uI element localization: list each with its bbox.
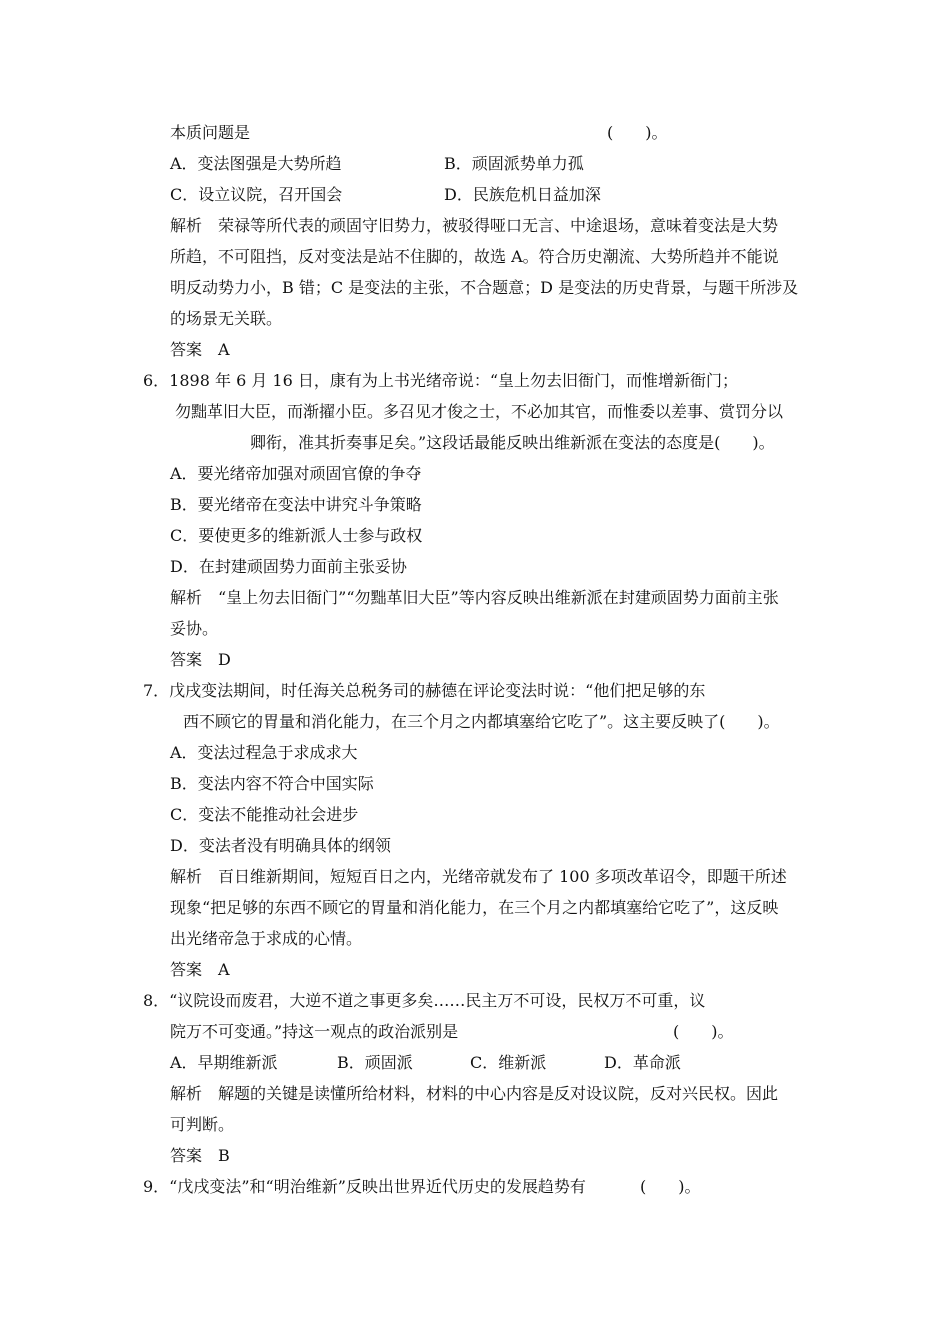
q5-option-d: D．民族危机日益加深	[444, 185, 601, 204]
q8-option-a: A．早期维新派	[170, 1053, 278, 1072]
q6-analysis-line: 解析 “皇上勿去旧衙门”“勿黜革旧大臣”等内容反映出维新派在封建顽固势力面前主张	[170, 588, 779, 607]
q5-analysis-line: 解析 荣禄等所代表的顽固守旧势力，被驳得哑口无言、中途退场，意味着变法是大势	[170, 216, 779, 235]
q7-analysis-line: 现象“把足够的东西不顾它的胃量和消化能力，在三个月之内都填塞给它吃了”，这反映	[170, 898, 779, 917]
q5-option-a: A．变法图强是大势所趋	[170, 154, 342, 173]
q7-option-d: D．变法者没有明确具体的纲领	[170, 836, 391, 855]
q8-answer: 答案 B	[170, 1146, 230, 1165]
q8-option-d: D．革命派	[604, 1053, 681, 1072]
q5-answer-paren: ( )。	[607, 123, 668, 142]
q5-analysis-line: 的场景无关联。	[170, 309, 283, 328]
q5-option-b: B．顽固派势单力孤	[444, 154, 584, 173]
q9-answer-paren: ( )。	[640, 1177, 701, 1196]
q8-stem-line: 院万不可变通。”持这一观点的政治派别是	[170, 1022, 459, 1041]
q5-answer: 答案 A	[170, 340, 230, 359]
q7-option-c: C．变法不能推动社会进步	[170, 805, 359, 824]
q7-stem-line: 7．戊戌变法期间，时任海关总税务司的赫德在评论变法时说：“他们把足够的东	[143, 681, 706, 700]
q6-stem-line: 勿黜革旧大臣，而渐擢小臣。多召见才俊之士，不必加其官，而惟委以差事、赏罚分以	[175, 402, 784, 421]
q8-answer-paren: ( )。	[673, 1022, 734, 1041]
q7-analysis-line: 出光绪帝急于求成的心情。	[170, 929, 363, 948]
q8-option-c: C．维新派	[470, 1053, 547, 1072]
q5-analysis-line: 所趋，不可阻挡，反对变法是站不住脚的，故选 A。符合历史潮流、大势所趋并不能说	[170, 247, 779, 266]
q5-analysis-line: 明反动势力小，B 错；C 是变法的主张，不合题意；D 是变法的历史背景，与题干所涉及	[170, 278, 799, 297]
q6-answer: 答案 D	[170, 650, 231, 669]
q5-stem-tail: 本质问题是	[170, 123, 251, 142]
q7-analysis-line: 解析 百日维新期间，短短百日之内，光绪帝就发布了 100 多项改革诏令，即题干所述	[170, 867, 787, 886]
q8-analysis-line: 可判断。	[170, 1115, 235, 1134]
q9-stem-line: 9．“戊戌变法”和“明治维新”反映出世界近代历史的发展趋势有	[143, 1177, 586, 1196]
q6-stem-line: 卿衔，准其折奏事足矣。”这段话最能反映出维新派在变法的态度是( )。	[250, 433, 775, 452]
q8-stem-line: 8．“议院设而废君，大逆不道之事更多矣……民主万不可设，民权万不可重，议	[143, 991, 706, 1010]
q7-stem-line: 西不顾它的胃量和消化能力，在三个月之内都填塞给它吃了”。这主要反映了( )。	[183, 712, 780, 731]
q7-option-b: B．变法内容不符合中国实际	[170, 774, 374, 793]
q8-analysis-line: 解析 解题的关键是读懂所给材料，材料的中心内容是反对设议院，反对兴民权。因此	[170, 1084, 779, 1103]
q6-stem-line: 6．1898 年 6 月 16 日，康有为上书光绪帝说：“皇上勿去旧衙门，而惟增新衙门；	[143, 371, 739, 390]
q6-analysis-line: 妥协。	[170, 619, 219, 638]
q6-option-c: C．要使更多的维新派人士参与政权	[170, 526, 423, 545]
q7-answer: 答案 A	[170, 960, 230, 979]
q6-option-a: A．要光绪帝加强对顽固官僚的争夺	[170, 464, 422, 483]
q7-option-a: A．变法过程急于求成求大	[170, 743, 358, 762]
q8-option-b: B．顽固派	[337, 1053, 413, 1072]
q5-option-c: C．设立议院，召开国会	[170, 185, 343, 204]
q6-option-b: B．要光绪帝在变法中讲究斗争策略	[170, 495, 422, 514]
q6-option-d: D．在封建顽固势力面前主张妥协	[170, 557, 407, 576]
